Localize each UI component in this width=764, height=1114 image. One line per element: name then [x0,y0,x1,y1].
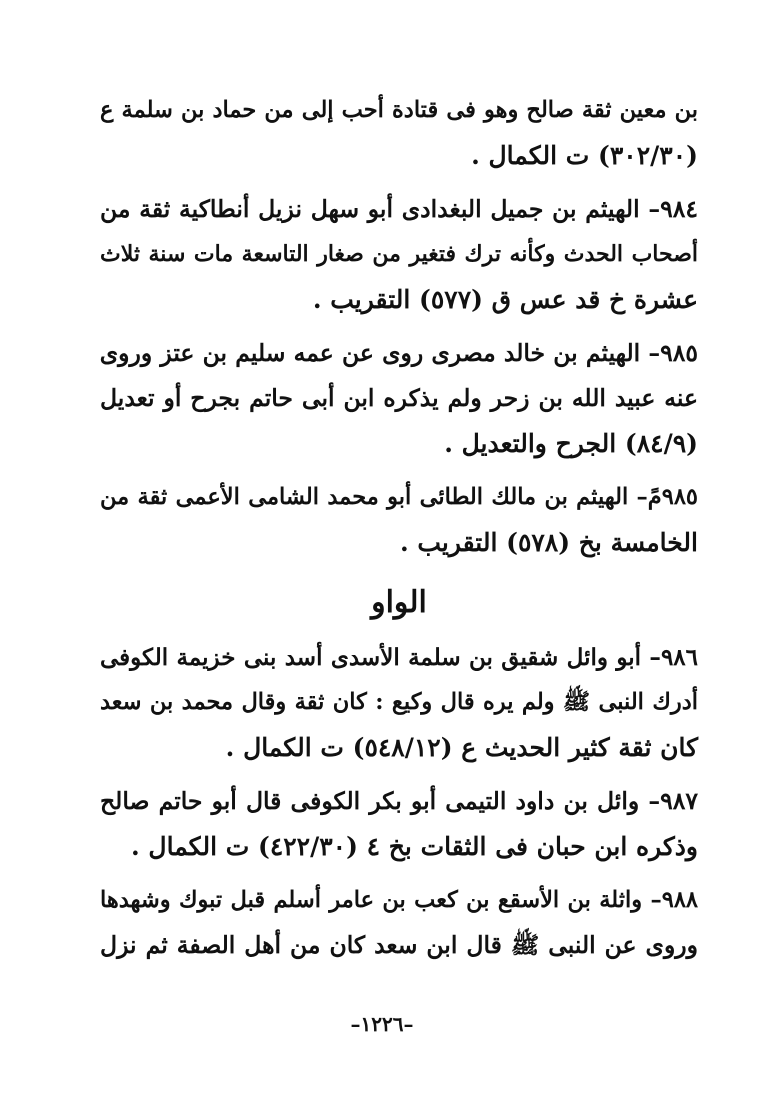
text-line: ٩٨٧– وائل بن داود التيمى أبو بكر الكوفى قال أبو حاتم صالح [100,787,698,815]
text-line: (٣٠٢/٣٠) ت الكمال . [471,141,698,170]
page-number: –١٢٢٦– [350,1012,414,1036]
entry-continuation [100,88,698,178]
text-line: ٩٨٥– الهيثم بن خالد مصرى روى عن عمه سليم بن عتز وروى [99,339,698,367]
entry-985 [100,331,698,466]
text-line: أدرك النبى ﷺ ولم يره قال وكيع : كان ثقة وقال محمد بن سعد [100,689,698,715]
text-line: عنه عبيد الله بن زحر ولم يذكره ابن أبى حاتم بجرح أو تعديل [100,384,698,412]
text-line: (٨٤/٩) الجرح والتعديل . [444,429,698,458]
text-line: الخامسة بخ (٥٧٨) التقريب . [399,528,698,557]
text-line: وروى عن النبى ﷺ قال ابن سعد كان من أهل الصفة ثم نزل [100,931,698,959]
entry-984 [100,187,698,322]
text-line: كان ثقة كثير الحديث ع (٥٤٨/١٢) ت الكمال . [225,733,698,762]
entry-988 [100,878,698,968]
text-line: بن معين ثقة صالح وهو فى قتادة أحب إلى من حماد بن سلمة ع [100,97,698,123]
entry-987 [100,779,698,869]
text-line: وذكره ابن حبان فى الثقات بخ ٤ (٤٢٢/٣٠) ت الكمال . [131,832,698,861]
entry-985-bis [100,475,698,565]
text-line: ٩٨٥مً– الهيثم بن مالك الطائى أبو محمد الشامى الأعمى ثقة من [100,484,698,510]
text-line: ٩٨٤– الهيثم بن جميل البغدادى أبو سهل نزيل أنطاكية ثقة من [100,195,698,223]
text-line: ٩٨٦– أبو وائل شقيق بن سلمة الأسدى أسد بنى خزيمة الكوفى [100,644,698,671]
text-line: أصحاب الحدث وكأنه ترك فتغير من صغار التاسعة مات سنة ثلاث [100,241,698,267]
entry-986 [100,635,698,770]
page-body [100,88,698,977]
section-heading: الواو [371,585,427,620]
text-line: ٩٨٨– واثلة بن الأسقع بن كعب بن عامر أسلم قبل تبوك وشهدها [100,887,698,913]
text-line: عشرة خ قد عس ق (٥٧٧) التقريب . [312,285,698,314]
